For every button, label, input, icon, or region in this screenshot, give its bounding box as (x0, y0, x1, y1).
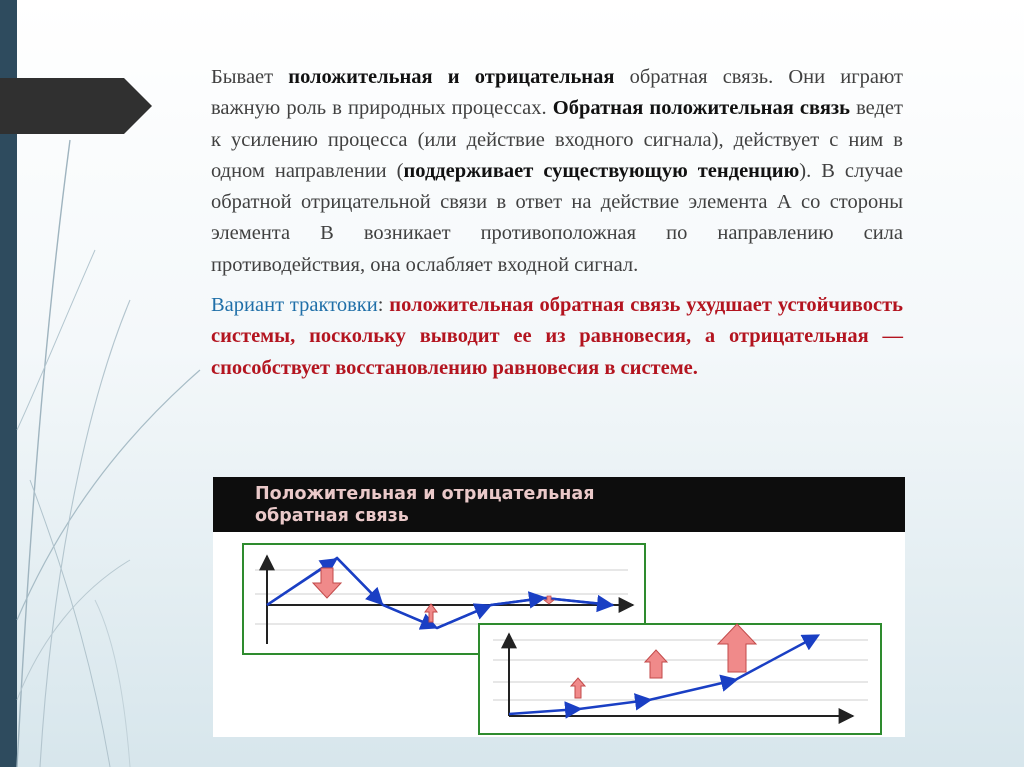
slide-text (211, 62, 903, 384)
slide-arrow-tab (0, 78, 152, 134)
positive-feedback-panel (479, 624, 881, 734)
feedback-figure (213, 477, 905, 737)
feedback-diagram (213, 532, 905, 737)
figure-title: Положительная и отрицательная обратная связь (255, 484, 595, 526)
paragraph-interpretation: Вариант трактовки: положительная обратная связь ухудшает устойчивость системы, поскольку выводит ее из равновесия, а отрицательная — способствует восстановлению равновесия в системе. (211, 294, 903, 379)
paragraph-feedback-description: Бывает положительная и отрицательная обратная связь. Они играют важную роль в природных процессах. Обратная положительная связь ведет к усилению процесса (или действие входного сигнала), действует с ним в одном направлении (поддерживает существующую тенденцию). В случае обратной отрицательной связи в ответ на действие элемента А со стороны элемента В возникает противоположная по направлению сила противодействия, она ослабляет входной сигнал. (211, 66, 903, 276)
figure-header (213, 477, 905, 532)
